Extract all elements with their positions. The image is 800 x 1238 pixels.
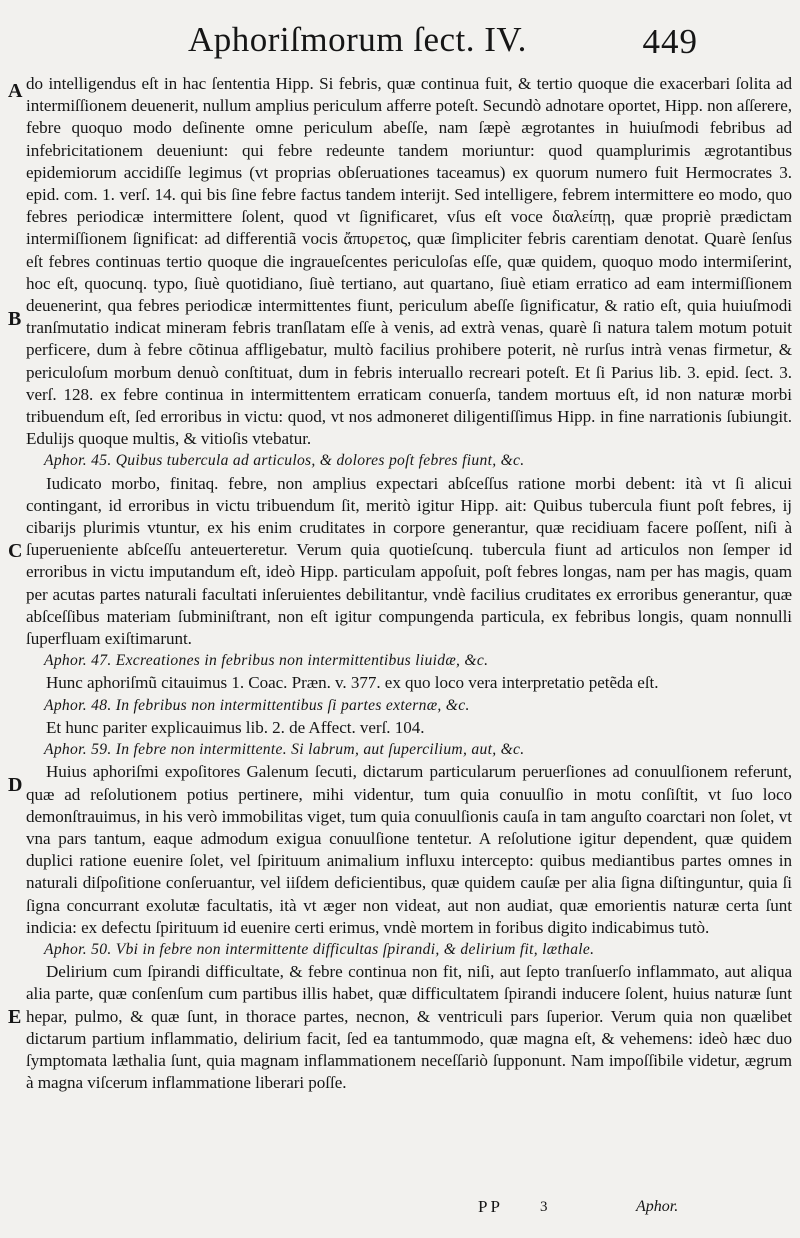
paragraph: do intelligendus eſt in hac ſententia Hipp. Si febris, quæ continua fuit, & tertio quoque die exacerbari ſolita ad intermiſſionem deuenerit, nullum amplius periculum afferre poteſt. Secundò adnotare oportet, Hipp. non aſſerere, febre quoquo modo deſinente omne periculum abeſſe, nam ſæpè ægrotantes in huiuſmodi febribus ad infebricitationem deueniunt: qui febre redeunte tandem moriuntur: quod quamplurimis ægrotantibus epidemiorum accidiſſe legimus (vt proprias obſeruationes taceamus) ex quorum numero fuit Hermocrates 3. epid. com. 1. verſ. 14. qui bis ſine febre factus tandem interijt. Sed intelligere, febrem intermittere eo modo, quo febres periodicæ intermittere ſolent, quod vt ſignificaret, vſus eſt voce διαλείπῃ, quæ propriè prædictam intermiſſionem ſignificat: ad differentiã vocis ἄπυρετος, quæ ſimpliciter febris carentiam denotat. Quarè ſenſus eſt febres continuas tertio quoque die ingraueſcentes periculoſas eſſe, quæ quidem, quoquo modo intermiſerint, hoc eſt, quocunq. typo, ſiuè quotidiano, ſiuè tertiano, aut quartano, ſiuè etiam erratico ad eam intermiſſionem deuenerint, qua febres periodicæ intermittentes fiunt, periculum abeſſe ſignificatur, & ratio eſt, quia huiuſmodi tranſmutatio indicat mineram febris tranſlatam eſſe à venis, ad extrà venas, quarè ſi natura talem motum potuit perficere, dum à febre cõtinua affligebatur, multò facilius prohibere poterit, nè rurſus intrà venas firmetur, & periculoſum morbum denuò conſtituat, dum in febris interuallo recreari poteſt. Et ſi Parius lib. 3. epid. ſect. 3. verſ. 128. ex febre continua in intermittentem erraticam conuerſa, tandem mortuus eſt, id non naturæ morbi tribuendum eſt, ſed erroribus in victu: quod, vt nos admoneret diligentiſſimus Hipp. in fine narrationis ſubiungit. Edulijs quoque multis, & vitioſis vtebatur. xyxy=(26,74,792,449)
aphorism-heading: Aphor. 59. In febre non intermittente. Si labrum, aut ſupercilium, aut, &c. xyxy=(44,741,525,759)
margin-letter-e: E xyxy=(8,1006,22,1028)
paragraph: Iudicato morbo, finitaq. febre, non amplius expectari abſceſſus ratione morbi debent: ità vt ſi alicui contingant, id erroribus in victu tribuendum ſit, meritò igitur Hipp. ait: Quibus tubercula fiunt poſt febres, ij cibarijs plurimis vtuntur, ex his enim cruditates in corpore generantur, quæ recidiuam facere poſſent, niſi à ſuperueniente abſceſſu anteuerteretur. Verum quia quotieſcunq. tubercula fiunt ad articulos non ſemper id erroribus in victu imputandum eſt, ideò Hipp. particulam appoſuit, poſt febres longas, nam per has magis, quam per acutas partes naturali facultati inſeruientes debilitantur, vndè facilius cruditates ex erroribus generantur, quæ abſceſſibus materiam ſubminiſtrant, non eſt igitur compungenda particula, ex febribus longis, quam nonnulli ſuperfluam exiſtimarunt. xyxy=(26,473,792,649)
page-footer xyxy=(0,1195,800,1225)
paragraph: Huius aphoriſmi expoſitores Galenum ſecuti, dictarum particularum peruerſiones ad conuulſionem referunt, quæ ad reſolutionem potius pertinere, mihi videntur, tum quia conuulſio in motu conſiſtit, vt ſuo loco demonſtrauimus, in his verò immobilitas viget, tum quia conuulſionis cauſa in tam anguſto coarctari non ſolet, vt vna pars tantum, eaque admodum exigua conuulſione tentetur. A reſolutione igitur dependent, quæ quidem duplici ratione euenire ſolet, vel ſpirituum animalium influxu intercepto: quibus mediantibus partes omnes in naturali diſpoſitione conſeruantur, vel iiſdem deficientibus, quæ quidem cauſæ per alia ſigna diſtinguntur, quia ſi ſigna concurrant exolutæ facultatis, ità vt æger non videat, aut non audiat, quæ emorientis naturæ certa ſunt indicia: ex defectu ſpirituum id euenire certi erimus, vndè mortem in foribus digito indicabimus tutò. xyxy=(26,762,792,937)
aphorism-heading: Aphor. 45. Quibus tubercula ad articulos, & dolores poſt febres fiunt, &c. xyxy=(44,452,525,470)
catchword: Aphor. xyxy=(636,1198,679,1215)
margin-letter-c: C xyxy=(8,540,23,562)
aphorism-heading: Aphor. 47. Excreationes in febribus non intermittentibus liuidæ, &c. xyxy=(44,652,489,670)
body-text xyxy=(26,73,792,1094)
page-number: 449 xyxy=(642,22,698,61)
running-title: Aphoriſmorum ſect. IV. xyxy=(188,20,527,59)
margin-letter-a: A xyxy=(8,80,23,102)
margin-letter-d: D xyxy=(8,774,23,796)
paragraph: Delirium cum ſpirandi difficultate, & febre continua non fit, niſi, aut ſepto tranſuerſo inflammato, aut aliqua alia parte, quæ conſenſum cum partibus illis habet, quæ difficultatem ſpirandi inducere ſolent, huius naturæ ſunt hepar, pulmo, & quæ ſunt, in thorace partes, necnon, & ventriculi pars ſuperior. Verum quia non quælibet dictarum partium inflammatio, delirium facit, ſed ea tantummodo, quæ magna eſt, & vehemens: ideò hæc duo ſymptomata læthalia ſunt, quia magnam inflammationem neceſſariò ſupponunt. Nam impoſſibile videtur, ægrum à magna viſcerum inflammatione liberari poſſe. xyxy=(26,962,792,1093)
paragraph: Hunc aphoriſmũ citauimus 1. Coac. Præn. v. 377. ex quo loco vera interpretatio petẽda eſt. xyxy=(46,673,659,693)
aphorism-heading: Aphor. 48. In febribus non intermittentibus ſi partes externæ, &c. xyxy=(44,696,470,714)
running-head xyxy=(0,18,800,66)
signature-number: 3 xyxy=(540,1199,548,1215)
signature-mark: PP xyxy=(478,1197,503,1216)
margin-letter-b: B xyxy=(8,308,22,330)
aphorism-heading: Aphor. 50. Vbi in febre non intermittente difficultas ſpirandi, & delirium fit, læthale. xyxy=(44,940,595,958)
paragraph: Et hunc pariter explicauimus lib. 2. de Affect. verſ. 104. xyxy=(46,717,425,737)
